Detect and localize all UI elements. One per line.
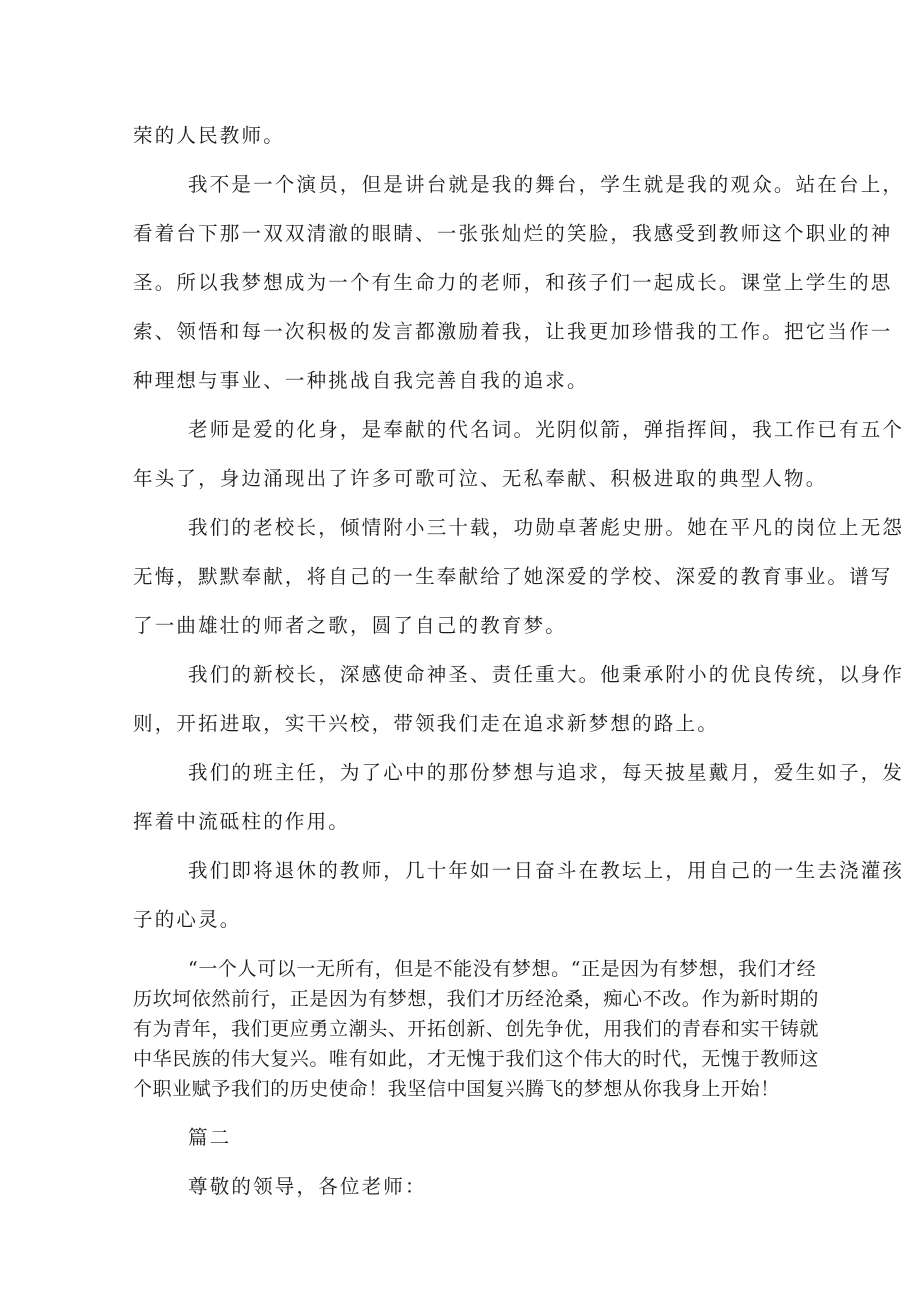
- text-line: 圣。所以我梦想成为一个有生命力的老师，和孩子们一起成长。课堂上学生的思: [133, 271, 893, 294]
- section-heading: 篇二: [188, 1126, 232, 1149]
- text-line: 种理想与事业、一种挑战自我完善自我的追求。: [133, 369, 589, 392]
- text-line: 荣的人民教师。: [133, 124, 285, 147]
- text-line: 有为青年，我们更应勇立潮头、开拓创新、创先争优，用我们的青春和实干铸就: [133, 1018, 820, 1040]
- text-line: 看着台下那一双双清澈的眼睛、一张张灿烂的笑脸，我感受到教师这个职业的神: [133, 222, 893, 245]
- text-line: “一个人可以一无所有，但是不能没有梦想。“正是因为有梦想，我们才经: [188, 958, 817, 980]
- text-line: 子的心灵。: [133, 908, 242, 931]
- text-line: 我不是一个演员，但是讲台就是我的舞台，学生就是我的观众。站在台上，: [188, 173, 905, 196]
- text-line: 我们即将退休的教师，几十年如一日奋斗在教坛上，用自己的一生去浇灌孩: [188, 859, 905, 882]
- text-line: 了一曲雄壮的师者之歌，圆了自己的教育梦。: [133, 614, 568, 637]
- text-line: 老师是爱的化身，是奉献的代名词。光阴似箭，弹指挥间，我工作已有五个: [188, 418, 905, 441]
- text-line: 我们的新校长，深感使命神圣、责任重大。他秉承附小的优良传统，以身作: [188, 663, 905, 686]
- text-line: 历坎坷依然前行，正是因为有梦想，我们才历经沧桑，痴心不改。作为新时期的: [133, 988, 820, 1010]
- salutation: 尊敬的领导，各位老师：: [188, 1175, 427, 1198]
- text-line: 年头了，身边涌现出了许多可歌可泣、无私奉献、积极进取的典型人物。: [133, 467, 828, 490]
- text-line: 中华民族的伟大复兴。唯有如此，才无愧于我们这个伟大的时代，无愧于教师这: [133, 1048, 820, 1070]
- text-line: 则，开拓进取，实干兴校，带领我们走在追求新梦想的路上。: [133, 712, 719, 735]
- text-line: 挥着中流砥柱的作用。: [133, 810, 351, 833]
- text-line: 无悔，默默奉献，将自己的一生奉献给了她深爱的学校、深爱的教育事业。谱写: [133, 565, 893, 588]
- text-line: 我们的班主任，为了心中的那份梦想与追求，每天披星戴月，爱生如子，发: [188, 761, 905, 784]
- text-line: 我们的老校长，倾情附小三十载，功勋卓著彪史册。她在平凡的岗位上无怨: [188, 516, 905, 539]
- text-line: 索、领悟和每一次积极的发言都激励着我，让我更加珍惜我的工作。把它当作一: [133, 320, 893, 343]
- text-line: 个职业赋予我们的历史使命！我坚信中国复兴腾飞的梦想从你我身上开始！: [133, 1078, 780, 1100]
